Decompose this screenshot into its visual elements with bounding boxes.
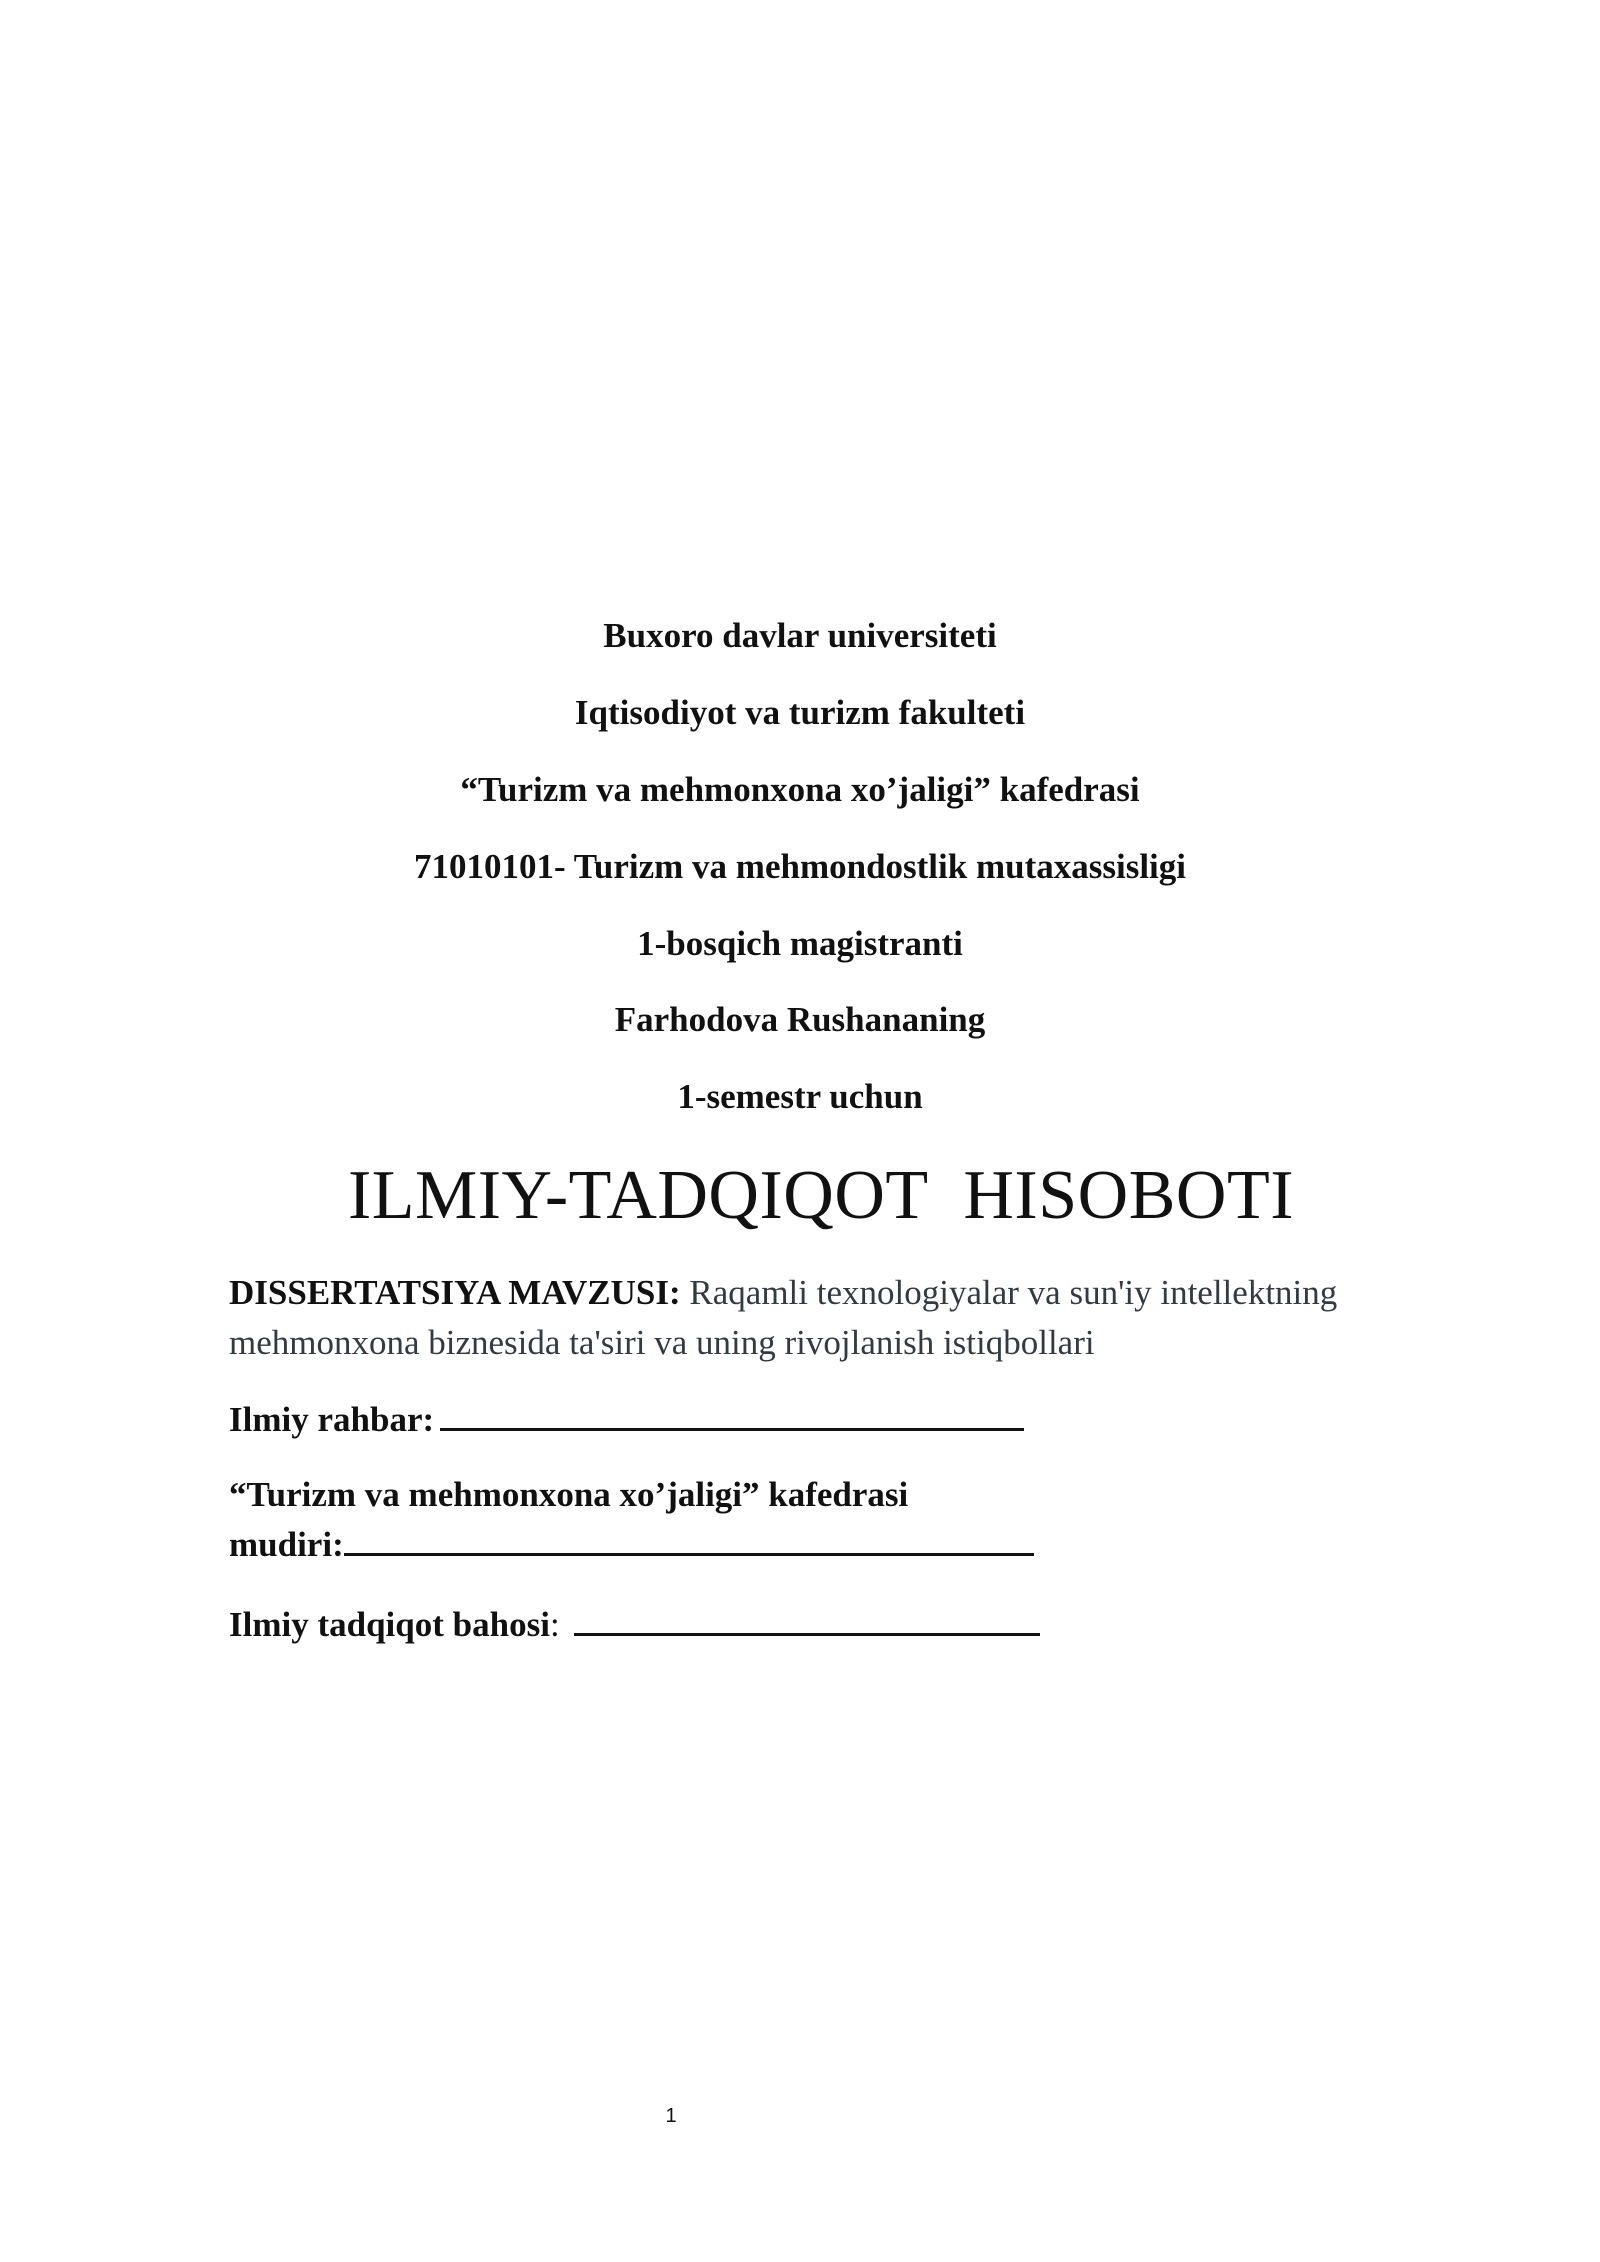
supervisor-signature-row	[229, 1395, 1449, 1445]
stage-line: 1-bosqich magistranti	[637, 924, 963, 963]
faculty-name: Iqtisodiyot va turizm fakulteti	[574, 693, 1026, 732]
head-signature-row	[229, 1470, 1449, 1570]
head-label-line2: mudiri:	[229, 1525, 344, 1564]
grade-signature-row	[229, 1600, 1449, 1650]
page-number: 1	[665, 2105, 677, 2127]
supervisor-signature-line	[440, 1396, 1024, 1431]
student-name: Farhodova Rushananing	[614, 1000, 986, 1039]
grade-colon: :	[549, 1605, 560, 1644]
grade-signature-line	[574, 1601, 1040, 1636]
dissertation-topic: Raqamli texnologiyalar va sun'iy intellektning mehmonxona biznesida ta'siri va uning rivojlanish istiqbollari	[229, 1273, 1338, 1362]
dissertation-label: DISSERTATSIYA MAVZUSI:	[229, 1273, 681, 1312]
university-name: Buxoro davlar universiteti	[603, 616, 997, 655]
semester-line: 1-semestr uchun	[677, 1077, 923, 1116]
department-name: “Turizm va mehmonxona xo’jaligi” kafedrasi	[460, 770, 1140, 809]
dissertation-topic-block	[229, 1268, 1449, 1368]
grade-label: Ilmiy tadqiqot bahosi	[229, 1605, 550, 1644]
report-title: ILMIY-TADQIQOT HISOBOTI	[347, 1157, 1295, 1234]
specialty-line: 71010101- Turizm va mehmondostlik mutaxassisligi	[413, 847, 1187, 886]
supervisor-label: Ilmiy rahbar:	[229, 1400, 435, 1439]
head-label-line1: “Turizm va mehmonxona xo’jaligi” kafedrasi	[229, 1475, 909, 1514]
head-signature-line	[344, 1521, 1034, 1556]
